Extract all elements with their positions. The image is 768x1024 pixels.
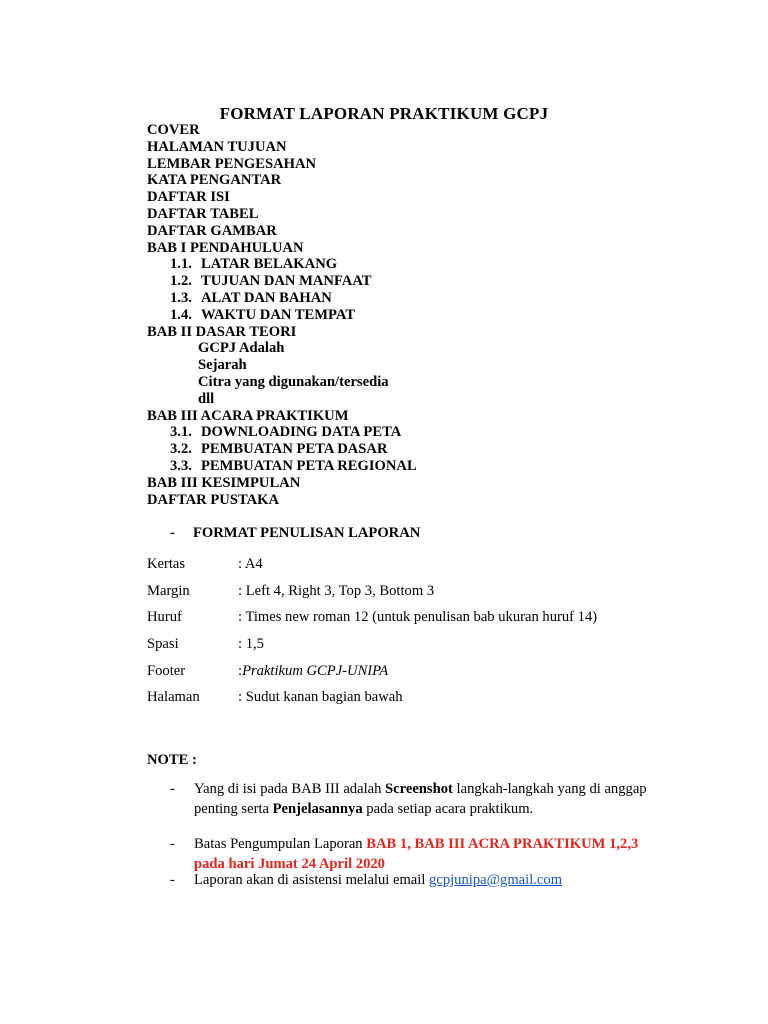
email-link[interactable]: gcpjunipa@gmail.com	[429, 872, 563, 888]
format-row	[147, 583, 597, 610]
format-heading-text: FORMAT PENULISAN LAPORAN	[193, 525, 421, 541]
outline-bab3-item: 3.2. PEMBUATAN PETA DASAR	[170, 441, 388, 458]
outline-bab-2: BAB II DASAR TEORI	[147, 323, 297, 340]
format-dash: -	[170, 525, 175, 541]
outline-bab2-item: Citra yang digunakan/tersedia	[198, 373, 389, 390]
outline-lembar-pengesahan: LEMBAR PENGESAHAN	[147, 155, 317, 172]
outline-bab2-item: dll	[198, 390, 215, 407]
format-key: Spasi	[147, 636, 179, 653]
note-bullet: -	[170, 781, 175, 797]
outline-daftar-tabel: DAFTAR TABEL	[147, 205, 259, 222]
format-value: : Left 4, Right 3, Top 3, Bottom 3	[238, 582, 435, 599]
outline-daftar-gambar: DAFTAR GAMBAR	[147, 222, 277, 239]
note-bullet: -	[170, 872, 175, 888]
outline-daftar-pustaka: DAFTAR PUSTAKA	[147, 491, 280, 508]
outline-bab1-item: 1.2. TUJUAN DAN MANFAAT	[170, 273, 372, 290]
format-value: : A4	[238, 556, 263, 572]
document-title: FORMAT LAPORAN PRAKTIKUM GCPJ	[219, 104, 549, 123]
note-bullet: -	[170, 836, 175, 852]
note-item: - Yang di isi pada BAB III adalah Screenshot langkah-langkah yang di anggap penting serta Penjelasannya pada setiap acara praktikum.	[170, 781, 647, 817]
outline-bab2-item: GCPJ Adalah	[198, 340, 285, 357]
format-row	[147, 663, 597, 690]
outline-daftar-isi: DAFTAR ISI	[147, 189, 230, 206]
note-item: - Batas Pengumpulan Laporan BAB 1, BAB III ACRA PRAKTIKUM 1,2,3 pada hari Jumat 24 April 2020	[170, 836, 639, 872]
outline-bab1-item: 1.1. LATAR BELAKANG	[170, 256, 338, 273]
outline-bab-1: BAB I PENDAHULUAN	[147, 239, 304, 256]
format-value: Praktikum GCPJ-UNIPA	[242, 662, 389, 679]
outline-bab1-item: 1.3. ALAT DAN BAHAN	[170, 289, 332, 306]
format-table	[147, 556, 597, 716]
format-key: Huruf	[147, 609, 182, 626]
deadline-text: BAB 1, BAB III ACRA PRAKTIKUM 1,2,3 pada hari Jumat 24 April 2020	[194, 836, 639, 872]
format-row	[147, 556, 597, 583]
outline-bab-kesimpulan: BAB III KESIMPULAN	[147, 474, 301, 491]
format-key: Footer	[147, 662, 186, 679]
outline-bab3-item: 3.1. DOWNLOADING DATA PETA	[170, 424, 402, 441]
format-value: : 1,5	[238, 636, 264, 653]
format-key: Kertas	[147, 556, 186, 572]
format-heading	[170, 525, 420, 542]
note-item: - Laporan akan di asistensi melalui email gcpjunipa@gmail.com	[170, 872, 563, 888]
outline-bab2-item: Sejarah	[198, 357, 247, 374]
format-row	[147, 609, 597, 636]
note-label: NOTE :	[147, 752, 197, 768]
format-value: : Times new roman 12 (untuk penulisan bab ukuran huruf 14)	[238, 609, 598, 626]
report-outline	[147, 122, 667, 508]
outline-bab3-item: 3.3. PEMBUATAN PETA REGIONAL	[170, 457, 417, 474]
outline-kata-pengantar: KATA PENGANTAR	[147, 172, 282, 189]
format-value-colon: :	[238, 662, 243, 679]
format-key: Halaman	[147, 689, 200, 706]
outline-halaman-tujuan: HALAMAN TUJUAN	[147, 138, 287, 155]
format-row	[147, 689, 597, 716]
outline-cover: COVER	[147, 122, 200, 138]
format-value: : Sudut kanan bagian bawah	[238, 689, 403, 706]
outline-bab-3: BAB III ACARA PRAKTIKUM	[147, 407, 349, 424]
format-key: Margin	[147, 582, 190, 599]
outline-bab1-item: 1.4. WAKTU DAN TEMPAT	[170, 306, 356, 323]
format-row	[147, 636, 597, 663]
